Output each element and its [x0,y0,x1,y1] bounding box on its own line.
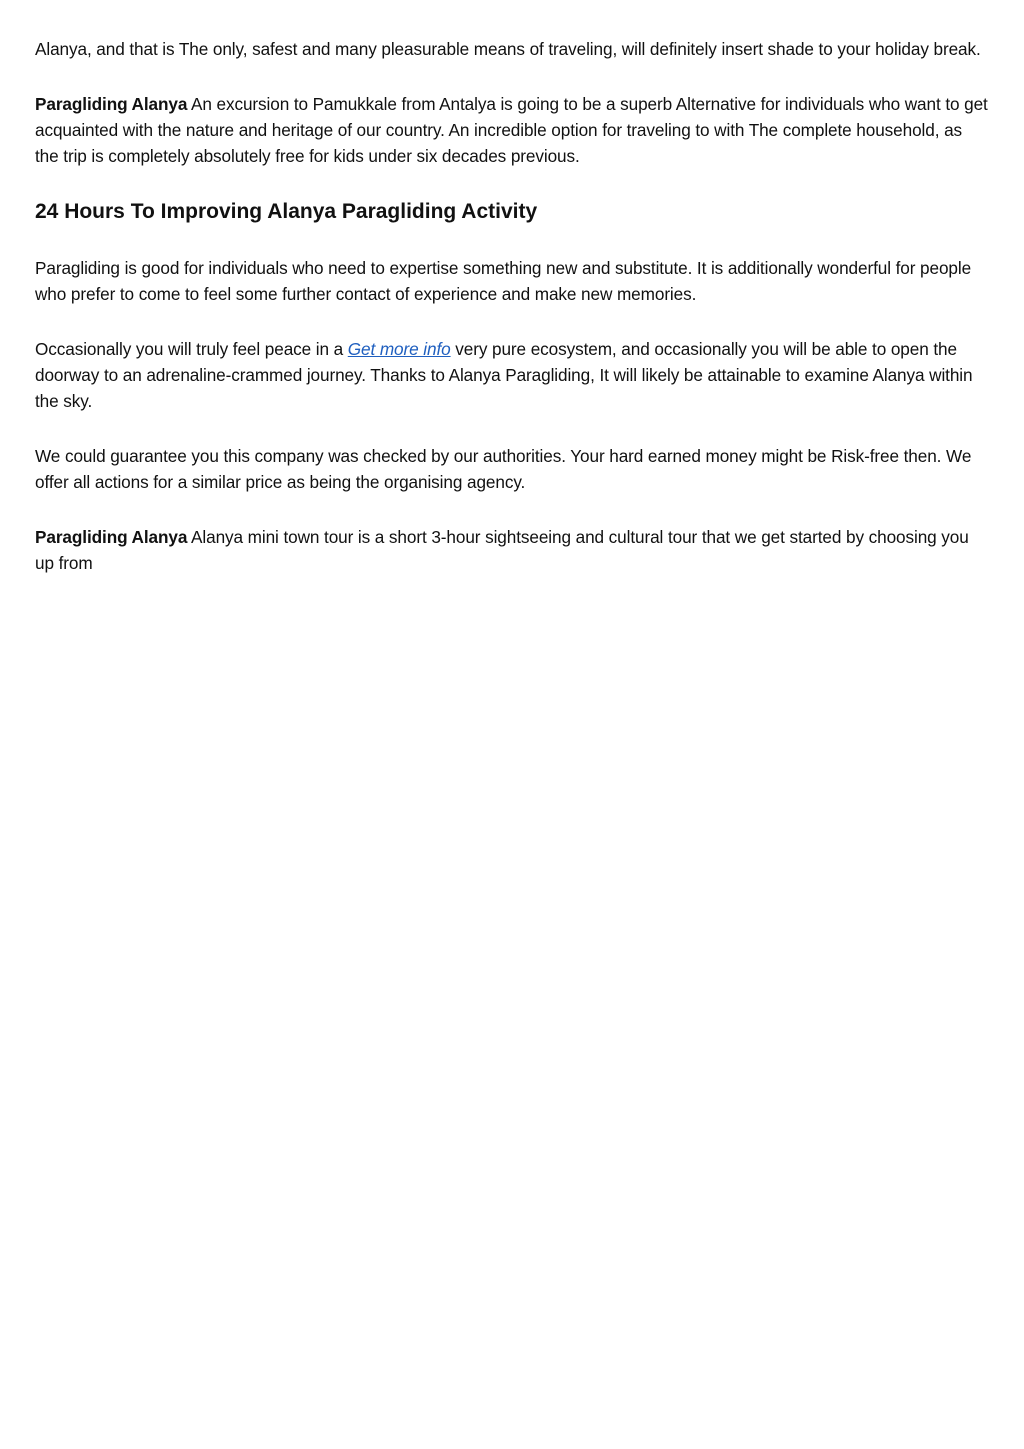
paragraph-1-text: An excursion to Pamukkale from Antalya is going to be a superb Alternative for individuals who want to get acquainted with the nature and heritage of our country. An incredible option for traveling to with The complete household, as the trip is completely absolutely free for kids under six decades previous. [35,94,988,166]
paragraph-3-text-before: Occasionally you will truly feel peace in a [35,339,348,359]
paragraph-2-text: Paragliding is good for individuals who need to expertise something new and substitute. It is additionally wonderful for people who prefer to come to feel some further contact of experience and make new memories. [35,258,972,304]
paragraph-5-bold-lead: Paragliding Alanya [35,527,188,547]
paragraph-1 [35,91,990,169]
paragraph-5 [35,524,990,576]
paragraph-4 [35,443,990,495]
intro-text: Alanya, and that is The only, safest and many pleasurable means of traveling, will definitely insert shade to your holiday break. [35,39,981,59]
paragraph-2 [35,255,990,307]
paragraph-3-text-after: very pure ecosystem, and occasionally you will be able to open the doorway to an adrenaline-crammed journey. Thanks to Alanya Paragliding, It will likely be attainable to examine Alanya within the sky. [35,339,973,411]
paragraph-1-bold-lead: Paragliding Alanya [35,94,188,114]
paragraph-5-text: Alanya mini town tour is a short 3-hour sightseeing and cultural tour that we get started by choosing you up from [35,527,969,573]
paragraph-4-text: We could guarantee you this company was checked by our authorities. Your hard earned money might be Risk-free then. We offer all actions for a similar price as being the organising agency. [35,446,972,492]
section-heading: 24 Hours To Improving Alanya Paragliding Activity [35,200,538,223]
document-page [35,36,990,605]
intro-paragraph [35,36,990,62]
paragraph-3 [35,336,990,414]
get-more-info-link[interactable]: Get more info [347,339,451,359]
